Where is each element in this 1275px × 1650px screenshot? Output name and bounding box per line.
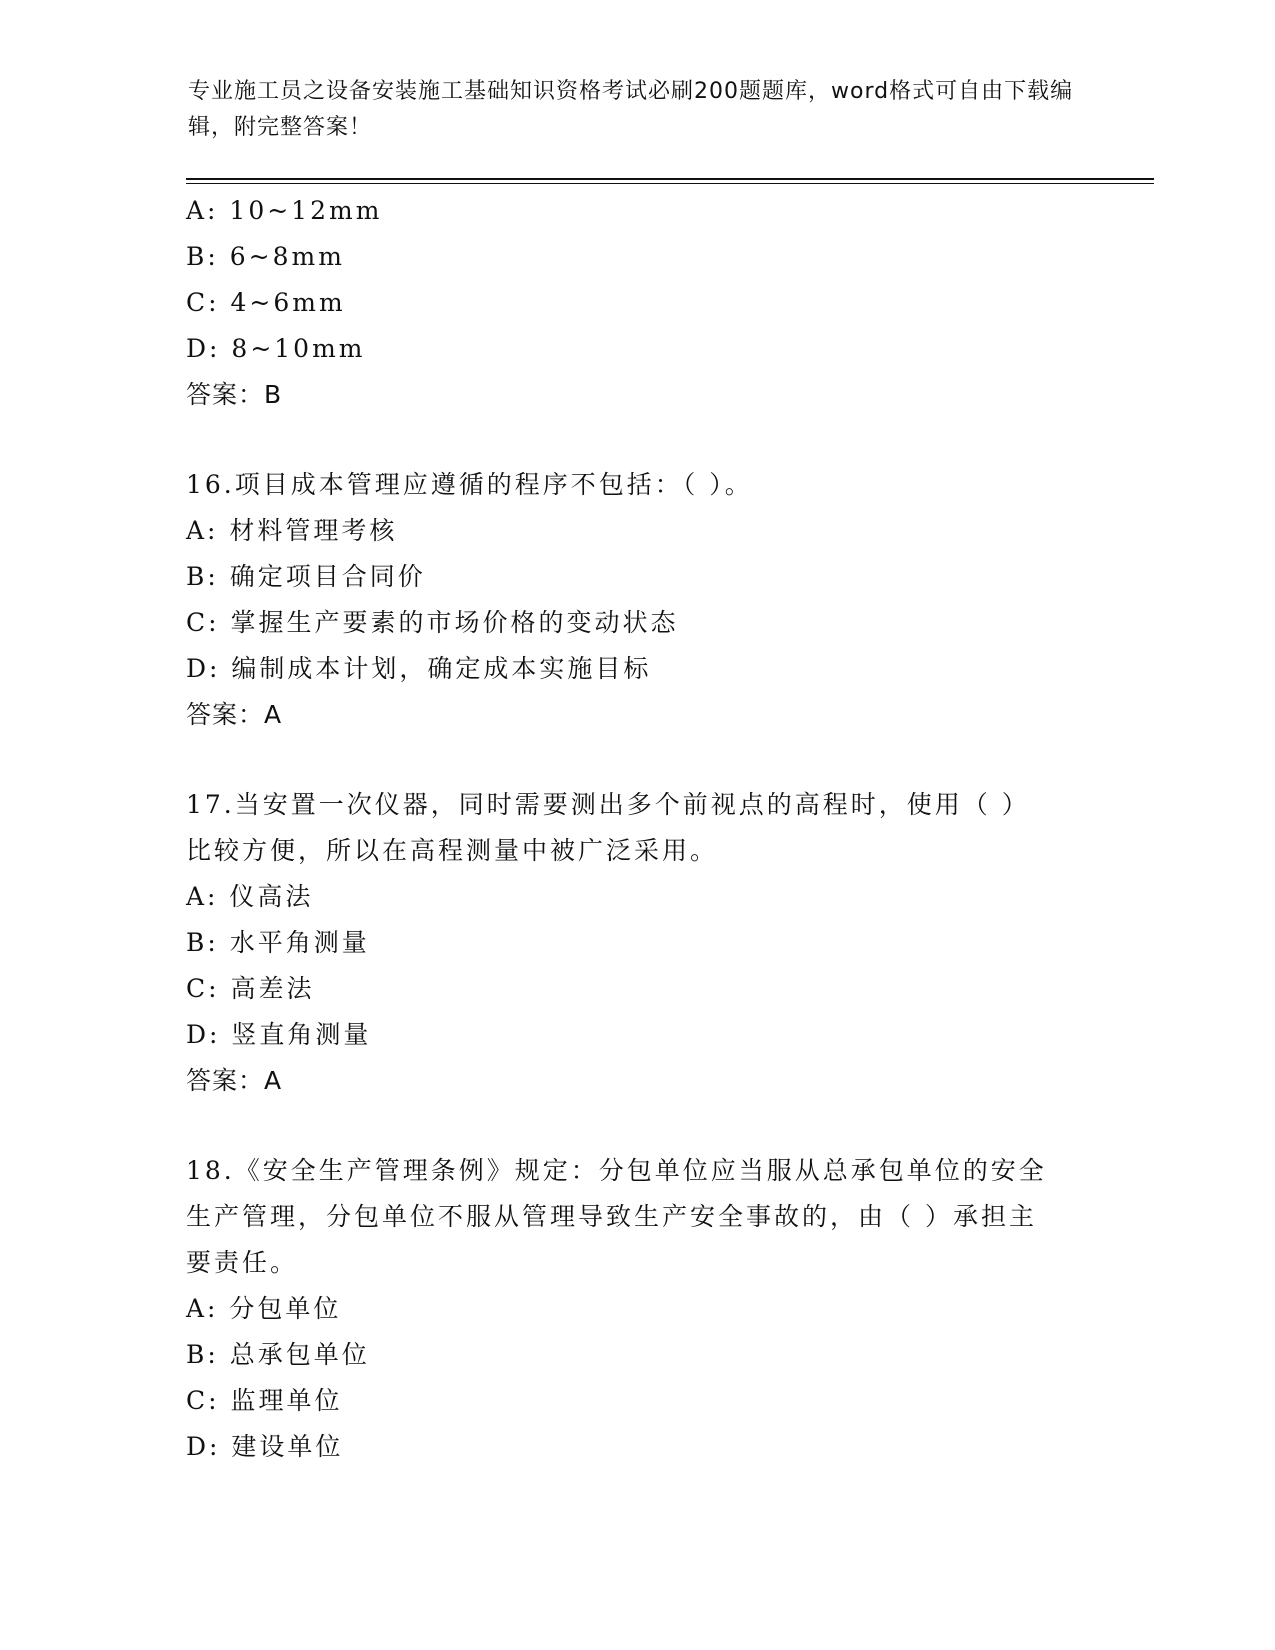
spacer xyxy=(186,738,1086,782)
answer: 答案：A xyxy=(186,1066,283,1095)
option-b: B: 6~8mm xyxy=(186,242,345,271)
answer: 答案：B xyxy=(186,380,283,409)
header-divider xyxy=(186,178,1154,184)
option-b: B: 总承包单位 xyxy=(186,1340,370,1369)
spacer xyxy=(186,418,1086,462)
question-title: 16.项目成本管理应遵循的程序不包括：（ ）。 xyxy=(186,470,753,499)
document-header: 专业施工员之设备安装施工基础知识资格考试必刷200题题库，word格式可自由下载编辑，附完整答案！ xyxy=(188,79,1074,140)
question-18 xyxy=(186,1148,1086,1470)
option-a: A: 材料管理考核 xyxy=(186,516,398,545)
option-a: A: 10~12mm xyxy=(186,196,383,225)
option-d: D: 编制成本计划，确定成本实施目标 xyxy=(186,654,652,683)
option-d: D: 竖直角测量 xyxy=(186,1020,372,1049)
option-d: D: 8~10mm xyxy=(186,334,366,363)
question-title: 17.当安置一次仪器，同时需要测出多个前视点的高程时，使用（ ）比较方便，所以在高程测量中被广泛采用。 xyxy=(186,790,1018,865)
question-16 xyxy=(186,462,1086,738)
question-list xyxy=(186,188,1086,1470)
option-c: C: 4~6mm xyxy=(186,288,346,317)
option-c: C: 掌握生产要素的市场价格的变动状态 xyxy=(186,608,679,637)
option-b: B: 水平角测量 xyxy=(186,928,370,957)
option-b: B: 确定项目合同价 xyxy=(186,562,426,591)
option-a: A: 分包单位 xyxy=(186,1294,342,1323)
spacer xyxy=(186,1104,1086,1148)
question-title: 18.《安全生产管理条例》规定：分包单位应当服从总承包单位的安全生产管理，分包单位不服从管理导致生产安全事故的，由（ ）承担主要责任。 xyxy=(186,1156,1047,1277)
option-a: A: 仪高法 xyxy=(186,882,314,911)
answer: 答案：A xyxy=(186,700,283,729)
question-17 xyxy=(186,782,1086,1104)
option-d: D: 建设单位 xyxy=(186,1432,344,1461)
question-15 xyxy=(186,188,1086,418)
option-c: C: 高差法 xyxy=(186,974,315,1003)
option-c: C: 监理单位 xyxy=(186,1386,343,1415)
